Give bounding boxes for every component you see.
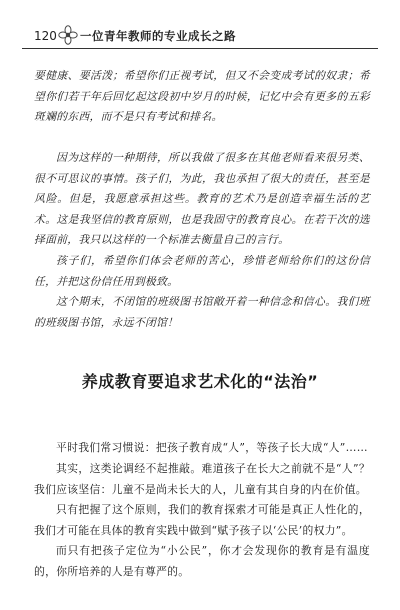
paragraph-8: 而只有把孩子定位为“小公民”，你才会发现你的教育是有温度的，你所培养的人是有尊严的。 (34, 544, 370, 578)
paragraph-6: 其实，这类论调经不起推敲。难道孩子在长大之前就不是“人”？我们应该坚信：儿童不是尚未长大的人，儿童有其自身的内在价值。 (34, 462, 370, 496)
paragraph-3: 孩子们，希望你们体会老师的苦心，珍惜老师给你们的这份信任，并把这份信任用到极致。 (34, 254, 370, 288)
running-title: 一位青年教师的专业成长之路 (80, 29, 236, 43)
paragraph-5: 平时我们常习惯说：把孩子教育成“人”，等孩子长大成“人”…… (56, 441, 368, 454)
page-number: 120 (34, 29, 57, 43)
paragraph-1: 要健康、要活泼；希望你们正视考试，但又不会变成考试的奴隶；希望你们若干年后回忆起这段初中岁月的时候，记忆中会有更多的五彩斑斓的东西，而不是只有考试和排名。 (34, 69, 370, 123)
running-header (22, 22, 378, 49)
section-heading: 养成教育要追求艺术化的“法治” (81, 372, 319, 391)
paragraph-7: 只有把握了这个原则，我们的教育探索才可能是真正人性化的，我们才可能在具体的教育实践中做到“赋予孩子以‘公民’的权力”。 (34, 503, 370, 537)
paragraph-2: 因为这样的一种期待，所以我做了很多在其他老师看来很另类、很不可思议的事情。孩子们，为此，我也承担了很大的责任，甚至是风险。但是，我愿意承担这些。教育的艺术乃是创造幸福生活的艺术。这是我坚信的教育原则，也是我固守的教育良心。在若干次的选择面前，我只以这样的一个标准去衡量自己的言行。 (34, 151, 370, 246)
paragraph-4: 这个期末，不闭馆的班级图书馆敞开着一种信念和信心。我们班的班级图书馆，永远不闭馆！ (34, 295, 370, 329)
flower-ornament-icon (58, 25, 78, 45)
